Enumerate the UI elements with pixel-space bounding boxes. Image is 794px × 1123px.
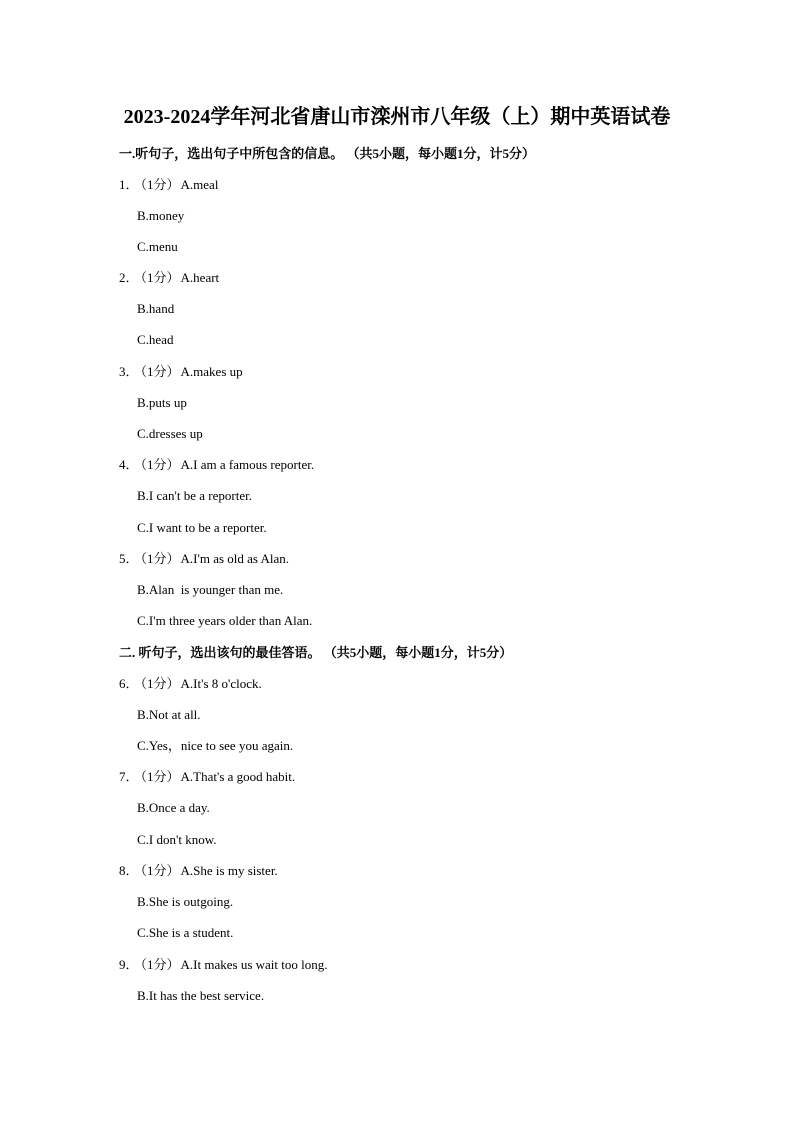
question-number: 6．: [119, 676, 139, 691]
question-number: 8．: [119, 863, 139, 878]
question-number: 3．: [119, 364, 139, 379]
option-c: C.Yes，nice to see you again.: [137, 738, 294, 753]
option-a: A.That's a good habit.: [180, 769, 296, 784]
question-2: [119, 269, 219, 287]
question-score: （1分）: [140, 177, 180, 192]
question-score: （1分）: [140, 457, 180, 472]
question-number: 7．: [119, 769, 139, 784]
option-a: A.It makes us wait too long.: [180, 957, 328, 972]
question-score: （1分）: [140, 769, 180, 784]
option-a: A.It's 8 o'clock.: [180, 676, 262, 691]
question-score: （1分）: [140, 551, 180, 566]
question-score: （1分）: [140, 676, 180, 691]
option-b: B.Alan is younger than me.: [137, 582, 284, 597]
question-9: [119, 956, 328, 974]
question-score: （1分）: [140, 863, 180, 878]
section-heading-1: 一.听句子，选出句子中所包含的信息。 （共5小题，每小题1分，计5分）: [119, 146, 536, 161]
question-5: [119, 550, 289, 568]
option-c: C.menu: [137, 239, 178, 254]
option-b: B.It has the best service.: [137, 988, 265, 1003]
question-score: （1分）: [140, 364, 180, 379]
question-number: 9．: [119, 957, 139, 972]
option-b: B.money: [137, 208, 185, 223]
option-c: C.I want to be a reporter.: [137, 520, 267, 535]
option-c: C.dresses up: [137, 426, 203, 441]
question-number: 5．: [119, 551, 139, 566]
option-a: A.She is my sister.: [180, 863, 278, 878]
section-heading-2: 二. 听句子，选出该句的最佳答语。 （共5小题，每小题1分，计5分）: [119, 645, 513, 660]
option-c: C.I'm three years older than Alan.: [137, 613, 313, 628]
option-b: B.Not at all.: [137, 707, 201, 722]
question-number: 1．: [119, 177, 139, 192]
option-c: C.I don't know.: [137, 832, 217, 847]
option-c: C.head: [137, 332, 174, 347]
option-a: A.heart: [180, 270, 220, 285]
option-a: A.meal: [180, 177, 219, 192]
page-title: 2023-2024学年河北省唐山市滦州市八年级（上）期中英语试卷: [123, 106, 671, 128]
question-1: [119, 176, 218, 194]
question-score: （1分）: [140, 957, 180, 972]
option-a: A.makes up: [180, 364, 243, 379]
option-b: B.hand: [137, 301, 175, 316]
question-number: 4．: [119, 457, 139, 472]
option-b: B.Once a day.: [137, 800, 210, 815]
question-4: [119, 456, 314, 474]
question-8: [119, 862, 278, 880]
question-number: 2．: [119, 270, 139, 285]
question-7: [119, 768, 295, 786]
question-score: （1分）: [140, 270, 180, 285]
option-b: B.puts up: [137, 395, 187, 410]
option-a: A.I'm as old as Alan.: [180, 551, 290, 566]
option-c: C.She is a student.: [137, 925, 234, 940]
option-a: A.I am a famous reporter.: [180, 457, 315, 472]
question-6: [119, 675, 262, 693]
option-b: B.She is outgoing.: [137, 894, 234, 909]
question-3: [119, 363, 243, 381]
option-b: B.I can't be a reporter.: [137, 488, 252, 503]
